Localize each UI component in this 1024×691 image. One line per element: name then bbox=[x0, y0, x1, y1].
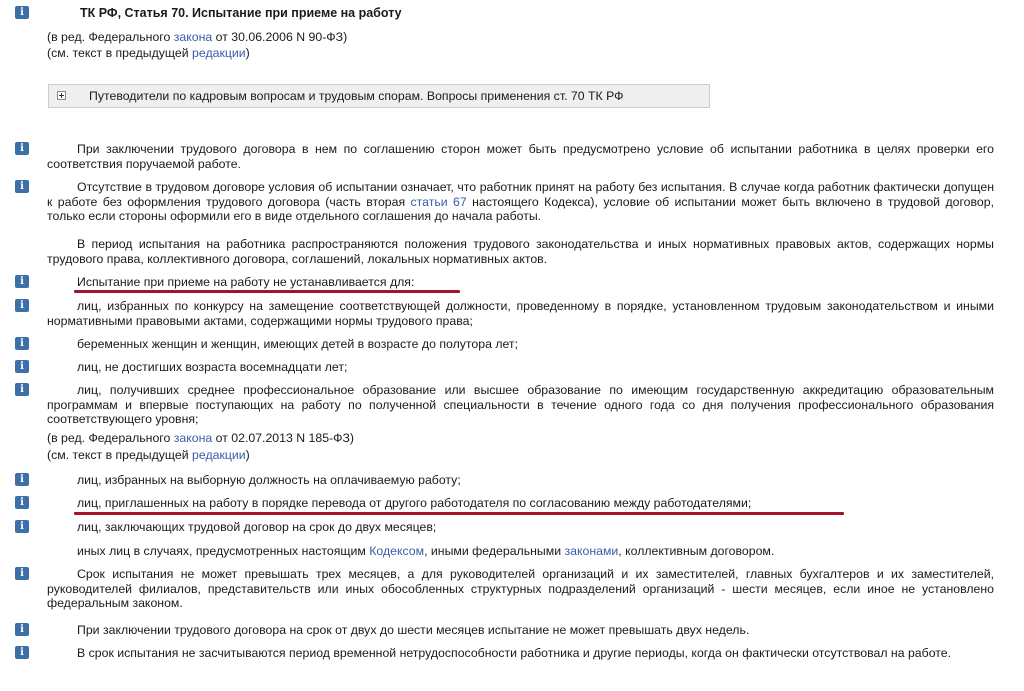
laws-link[interactable]: законами bbox=[564, 544, 619, 558]
paragraph-4: Испытание при приеме на работу не устанавливается для: bbox=[77, 275, 415, 289]
paragraph-15: В срок испытания не засчитываются период временной нетрудоспособности работника и другие периоды, когда он фактически отсутствовал на работе. bbox=[77, 646, 952, 660]
article-title: ТК РФ, Статья 70. Испытание при приеме на работу bbox=[80, 6, 402, 20]
info-icon[interactable]: i bbox=[15, 142, 29, 155]
paragraph-13: Срок испытания не может превышать трех месяцев, а для руководителей организаций и их заместителей, главных бухгалтеров и их заместителей, руководителей филиалов, представительств или иных обособленных структурных подразделений организаций - шести месяцев, если иное не установлено федеральным законом. bbox=[47, 567, 994, 610]
guides-expander[interactable] bbox=[48, 84, 710, 108]
info-icon[interactable]: i bbox=[15, 275, 29, 288]
highlight-underline bbox=[74, 512, 844, 515]
paragraph-10: лиц, приглашенных на работу в порядке перевода от другого работодателя по согласованию между работодателями; bbox=[77, 496, 752, 510]
paragraph-5: лиц, избранных по конкурсу на замещение соответствующей должности, проведенному в порядке, установленном трудовым законодательством и иными нормативными правовыми актами, содержащими нормы трудового права; bbox=[47, 299, 994, 328]
code-link[interactable]: Кодексом bbox=[369, 544, 425, 558]
revision-link[interactable]: редакции bbox=[192, 46, 246, 60]
article-67-link[interactable]: статьи 67 bbox=[410, 194, 467, 209]
expand-plus-icon[interactable] bbox=[57, 91, 66, 100]
revision-link-2[interactable]: редакции bbox=[192, 448, 246, 462]
paragraph-1: При заключении трудового договора в нем по соглашению сторон может быть предусмотрено условие об испытании работника в целях проверки его соответствия поручаемой работе. bbox=[47, 142, 994, 171]
info-icon[interactable]: i bbox=[15, 360, 29, 373]
info-icon[interactable]: i bbox=[15, 473, 29, 486]
previous-edition-note-2: (см. текст в предыдущей редакции) bbox=[47, 448, 250, 462]
paragraph-14: При заключении трудового договора на срок от двух до шести месяцев испытание не может превышать двух недель. bbox=[77, 623, 750, 637]
info-icon[interactable]: i bbox=[15, 623, 29, 636]
paragraph-7: лиц, не достигших возраста восемнадцати лет; bbox=[77, 360, 348, 374]
info-icon[interactable]: i bbox=[15, 337, 29, 350]
paragraph-6: беременных женщин и женщин, имеющих детей в возрасте до полутора лет; bbox=[77, 337, 518, 351]
info-icon[interactable]: i bbox=[15, 6, 29, 19]
info-icon[interactable]: i bbox=[15, 520, 29, 533]
info-icon[interactable]: i bbox=[15, 567, 29, 580]
info-icon[interactable]: i bbox=[15, 646, 29, 659]
highlight-underline bbox=[74, 290, 460, 293]
paragraph-11: лиц, заключающих трудовой договор на срок до двух месяцев; bbox=[77, 520, 437, 534]
edition-note-2: (в ред. Федерального закона от 02.07.2013 N 185-ФЗ) bbox=[47, 431, 355, 445]
guides-label: Путеводители по кадровым вопросам и трудовым спорам. Вопросы применения ст. 70 ТК РФ bbox=[89, 89, 624, 103]
previous-edition-note: (см. текст в предыдущей редакции) bbox=[47, 46, 250, 60]
paragraph-9: лиц, избранных на выборную должность на оплачиваемую работу; bbox=[77, 473, 461, 487]
info-icon[interactable]: i bbox=[15, 180, 29, 193]
paragraph-3: В период испытания на работника распространяются положения трудового законодательства и иных нормативных правовых актов, содержащих нормы трудового права, коллективного договора, соглашений, локальных нормативных актов. bbox=[47, 237, 994, 266]
info-icon[interactable]: i bbox=[15, 299, 29, 312]
law-link-2[interactable]: закона bbox=[173, 431, 213, 445]
paragraph-2: Отсутствие в трудовом договоре условия об испытании означает, что работник принят на работу без испытания. В случае когда работник фактически допущен к работе без оформления трудового договора (часть вторая статьи 67 настоящего Кодекса), условие об испытании может быть включено в трудовой договор, только если стороны оформили его в виде отдельного соглашения до начала работы. bbox=[47, 180, 995, 223]
info-icon[interactable]: i bbox=[15, 383, 29, 396]
info-icon[interactable]: i bbox=[15, 496, 29, 509]
paragraph-12: иных лиц в случаях, предусмотренных настоящим Кодексом, иными федеральными законами, коллективным договором. bbox=[77, 544, 775, 558]
paragraph-8: лиц, получивших среднее профессиональное образование или высшее образование по имеющим государственную аккредитацию образовательным программам и впервые поступающих на работу по полученной специальности в течение одного года со дня получения профессионального образования соответствующего уровня; bbox=[47, 383, 994, 426]
edition-note: (в ред. Федерального закона от 30.06.2006 N 90-ФЗ) bbox=[47, 30, 348, 44]
law-link[interactable]: закона bbox=[173, 30, 213, 44]
